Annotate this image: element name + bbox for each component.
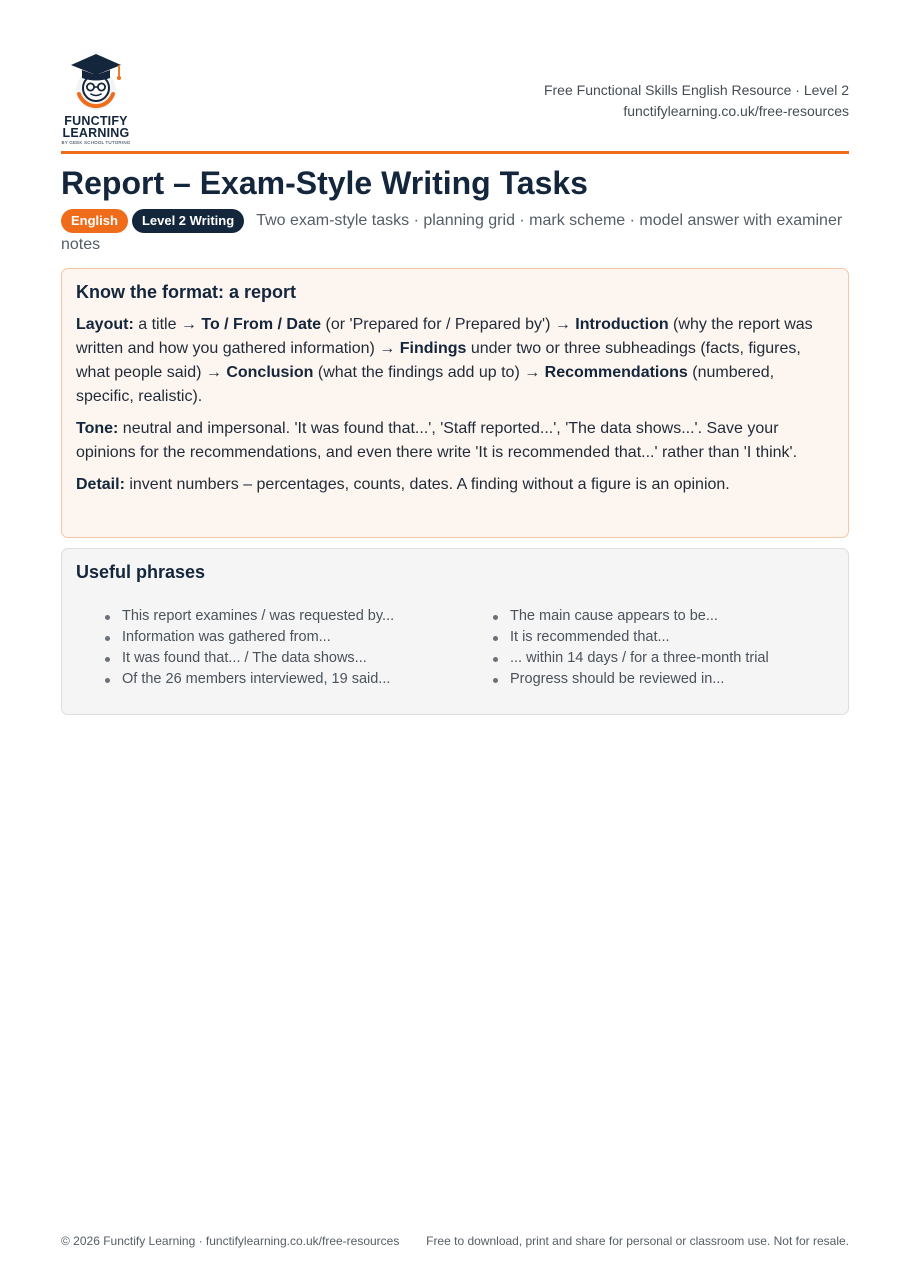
brand-name-line1: FUNCTIFY (64, 114, 128, 128)
phrases-card-heading: Useful phrases (76, 562, 206, 582)
layout-term: Recommendations (544, 364, 688, 381)
list-item: Of the 26 members interviewed, 19 said... (105, 669, 394, 690)
list-item: This report examines / was requested by... (105, 606, 394, 627)
list-item: Progress should be reviewed in... (493, 669, 769, 690)
resource-url: functifylearning.co.uk/free-resources (623, 103, 849, 119)
list-item: It is recommended that... (493, 627, 769, 648)
layout-text: a title → (133, 316, 202, 333)
brand-tagline: BY GEEK SCHOOL TUTORING (61, 140, 131, 145)
graduation-cap-face-icon (61, 52, 131, 114)
brand-name-line2: LEARNING (62, 126, 130, 140)
layout-label: Layout: (76, 316, 134, 333)
resource-description: Two exam-style tasks · planning grid · mark scheme · model answer with examiner notes (61, 212, 843, 253)
format-card-heading: Know the format: a report (76, 282, 297, 302)
tag-row (61, 209, 849, 257)
tone-text: neutral and impersonal. 'It was found that...', 'Staff reported...', 'The data shows...'. Save your opinions for the recommendations, and even there write 'It is recommended that...' rather than 'I think'. (76, 420, 798, 461)
worksheet-page (61, 0, 849, 1287)
layout-text: (what the findings add up to) → (313, 364, 545, 381)
list-item: The main cause appears to be... (493, 606, 769, 627)
layout-paragraph (76, 313, 834, 409)
page-title: Report – Exam-Style Writing Tasks (61, 165, 588, 201)
layout-term: Conclusion (226, 364, 314, 381)
tone-paragraph (76, 417, 834, 465)
brand-name (61, 115, 131, 139)
level-badge: Level 2 Writing (132, 209, 244, 233)
resource-label: Free Functional Skills English Resource · Level 2 (543, 82, 849, 98)
footer-license: Free to download, print and share for personal or classroom use. Not for resale. (426, 1234, 849, 1248)
format-card (61, 268, 849, 538)
layout-text: (why the report was written and how you gathered information) → (76, 316, 813, 357)
layout-term: Introduction (575, 316, 669, 333)
phrases-card (61, 548, 849, 715)
layout-term: Findings (399, 340, 467, 357)
tone-label: Tone: (76, 420, 119, 437)
phrases-list-left (105, 606, 394, 690)
header-info (544, 80, 849, 122)
layout-text: (or 'Prepared for / Prepared by') → (321, 316, 576, 333)
list-item: Information was gathered from... (105, 627, 394, 648)
list-item: ... within 14 days / for a three-month trial (493, 648, 769, 669)
detail-paragraph (76, 473, 834, 497)
detail-text: invent numbers – percentages, counts, dates. A finding without a figure is an opinion. (124, 476, 730, 493)
layout-term: To / From / Date (201, 316, 322, 333)
list-item: It was found that... / The data shows... (105, 648, 394, 669)
phrases-list-right (493, 606, 769, 690)
layout-text: under two or three subheadings (facts, figures, what people said) → (76, 340, 801, 381)
footer-copyright: © 2026 Functify Learning · functifylearning.co.uk/free-resources (61, 1234, 400, 1248)
header-divider (61, 151, 849, 154)
layout-text: (numbered, specific, realistic). (76, 364, 775, 405)
subject-badge: English (61, 209, 128, 233)
detail-label: Detail: (76, 476, 125, 493)
